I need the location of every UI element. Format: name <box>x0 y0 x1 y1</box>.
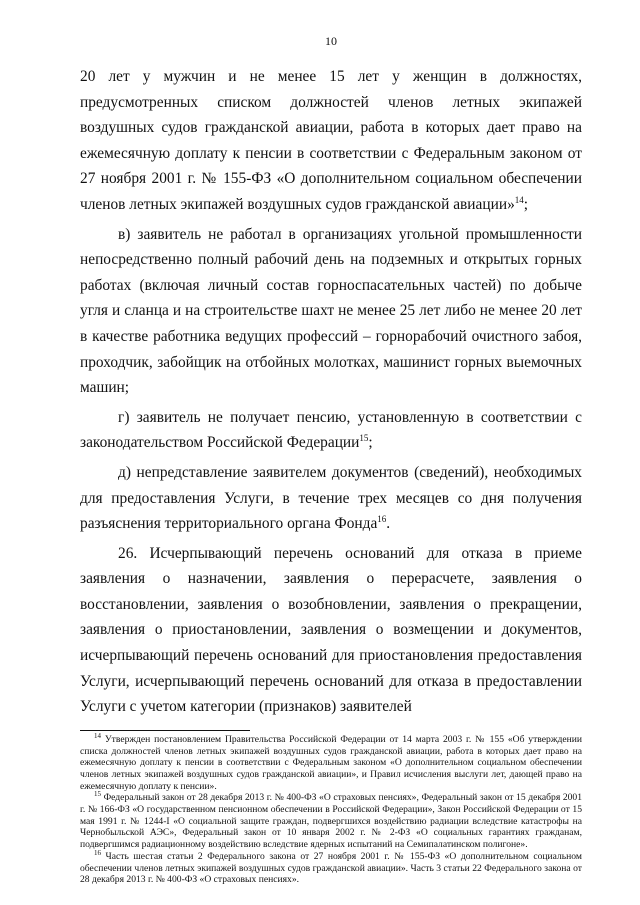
paragraph-section-26: 26. Исчерпывающий перечень оснований для отказа в приеме заявления о назначении, заявления о перерасчете, заявления о восстановлении, заявления о возобновлении, заявления о прекращении, заявления о приостановлении, заявления о возмещении и документов, исчерпывающий перечень оснований для приостановления предоставления Услуги, исчерпывающий перечень оснований для отказа в предоставлении Услуги с учетом категории (признаков) заявителей <box>80 544 582 716</box>
footnote-ref: 14 <box>514 194 524 205</box>
footnote-number: 16 <box>94 848 101 857</box>
footnote-ref: 16 <box>377 513 387 524</box>
page-number: 10 <box>325 34 337 48</box>
paragraph-item-g: г) заявитель не получает пенсию, установленную в соответствии с законодательством Российской Федерации$^{15}$; <box>80 408 582 452</box>
paragraph-continuation: 20 лет у мужчин и не менее 15 лет у женщин в должностях, предусмотренных списком должностей членов летных экипажей воздушных судов гражданской авиации, работа в которых дает право на ежемесячную доплату к пенсии в соответствии с Федеральным законом от 27 ноября 2001 г. № 155-ФЗ «О дополнительном социальном обеспечении членов летных экипажей воздушных судов гражданской авиации»$^{14}$; <box>80 68 582 213</box>
footnote-number: 14 <box>94 731 101 740</box>
footnotes <box>80 731 583 886</box>
main-text <box>80 64 582 720</box>
footnote-divider <box>80 730 250 731</box>
footnote-ref: 15 <box>359 433 369 444</box>
footnote-14: $^{14}$ Утвержден постановлением Правительства Российской Федерации от 14 марта 2003 г. № 155 «Об утверждении списка должностей членов летных экипажей воздушных судов гражданской авиации, работа в которых дает право на ежемесячную доплату к пенсии в соответствии с Федеральным законом «О дополнительном социальном обеспечении членов летных экипажей воздушных судов гражданской авиации», и Правил исчисления выслуги лет, дающей право на ежемесячную доплату к пенсии». <box>80 731 582 792</box>
paragraph-item-v: в) заявитель не работал в организациях угольной промышленности непосредственно полный рабочий день на подземных и открытых горных работах (включая личный состав горноспасательных частей) по добыче угля и сланца и на строительстве шахт не менее 25 лет либо не менее 20 лет в качестве работника ведущих профессий – горнорабочий очистного забоя, проходчик, забойщик на отбойных молотках, машинист горных выемочных машин; <box>80 225 582 397</box>
footnote-16: $^{16}$ Часть шестая статьи 2 Федерального закона от 27 ноября 2001 г. № 155-ФЗ «О дополнительном социальном обеспечении членов летных экипажей воздушных судов гражданской авиации». Часть 3 статьи 22 Федерального закона от 28 декабря 2013 г. № 400-ФЗ «О страховых пенсиях». <box>80 848 582 886</box>
footnote-15: $^{15}$ Федеральный закон от 28 декабря 2013 г. № 400-ФЗ «О страховых пенсиях», Федеральный закон от 15 декабря 2001 г. № 166-ФЗ «О государственном пенсионном обеспечении в Российской Федерации», Закон Российской Федерации от 15 мая 1991 г. № 1244-I «О социальной защите граждан, подвергшихся воздействию радиации вследствие катастрофы на Чернобыльской АЭС», Федеральный закон от 10 января 2002 г. № 2-ФЗ «О социальных гарантиях гражданам, подвергшимся радиационному воздействию вследствие ядерных испытаний на Семипалатинском полигоне». <box>80 790 583 851</box>
footnote-number: 15 <box>94 790 101 799</box>
paragraph-item-d: д) непредставление заявителем документов (сведений), необходимых для предоставления Услуги, в течение трех месяцев со дня получения разъяснения территориального органа Фонда$^{16}$. <box>80 463 582 533</box>
